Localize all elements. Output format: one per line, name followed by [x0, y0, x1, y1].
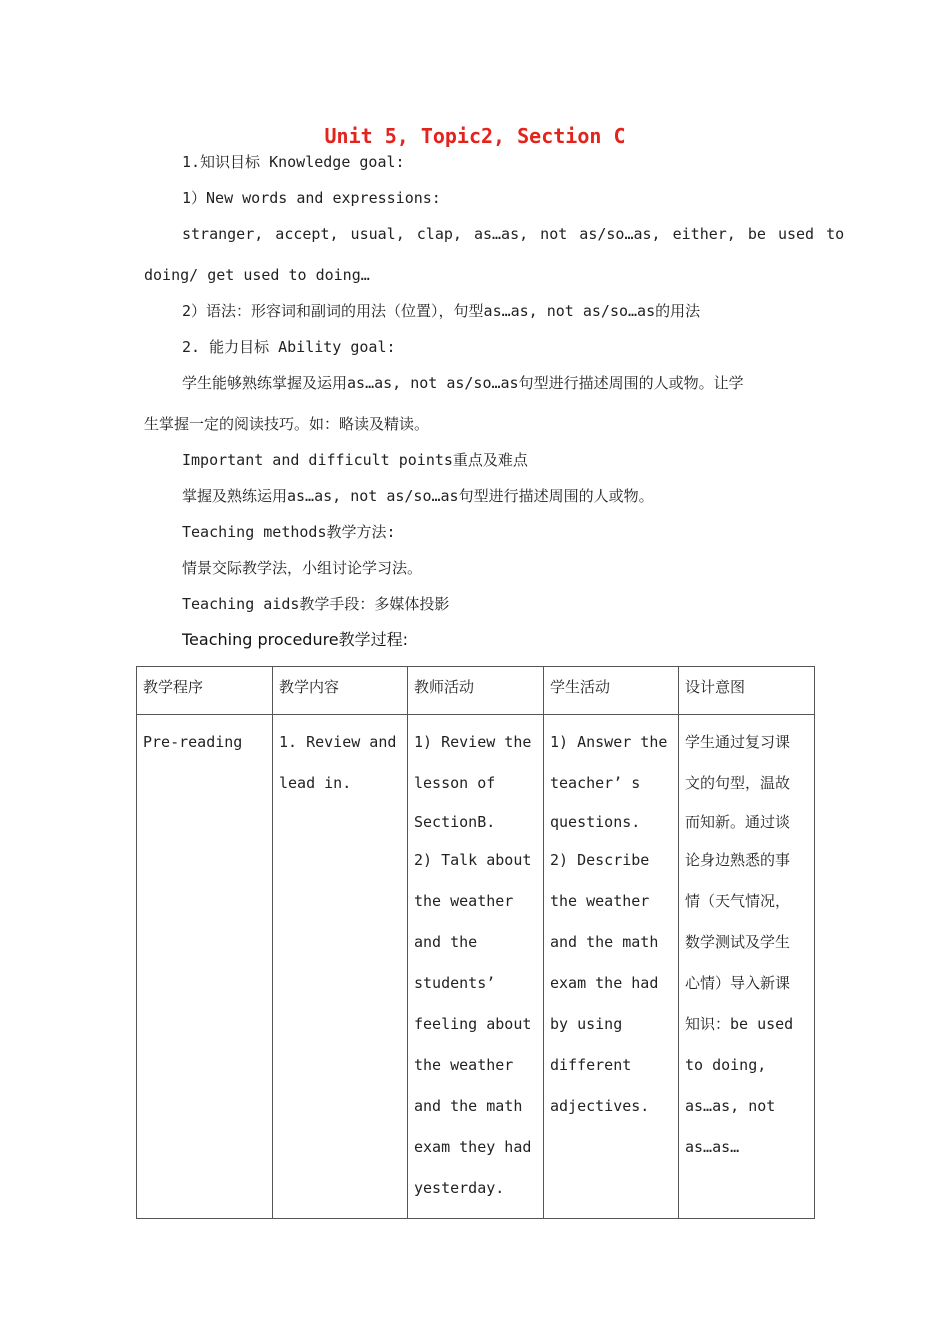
header-student-activity: 学生活动: [544, 667, 679, 715]
teaching-procedure-heading: Teaching procedure教学过程:: [182, 630, 409, 649]
cell-design-purpose: [679, 715, 815, 1219]
table-header-row: [137, 667, 815, 715]
cell-text: exam they had: [414, 1138, 532, 1156]
cell-text: lesson of: [414, 774, 496, 792]
cell-text: exam the had: [550, 974, 659, 992]
cell-text: 文的句型，温故: [685, 774, 791, 792]
cell-text: questions.: [550, 813, 641, 831]
header-stage: 教学程序: [137, 667, 273, 715]
cell-text: 而知新。通过谈: [685, 813, 791, 831]
document-title: Unit 5, Topic2, Section C: [324, 124, 626, 148]
header-design-purpose: 设计意图: [679, 667, 815, 715]
cell-text: 1. Review and: [279, 733, 397, 751]
cell-text: yesterday.: [414, 1179, 505, 1197]
cell-text: as…as, not: [685, 1097, 776, 1115]
cell-text: 知识：be used: [685, 1015, 794, 1033]
ability-detail-line-1: 学生能够熟练掌握及运用as…as, not as/so…as句型进行描述周围的人或物。让学: [182, 374, 744, 392]
cell-text: SectionB.: [414, 813, 496, 831]
cell-text: by using: [550, 1015, 623, 1033]
header-content: 教学内容: [273, 667, 408, 715]
teaching-methods-detail: 情景交际教学法，小组讨论学习法。: [182, 559, 423, 577]
teaching-methods-heading: Teaching methods教学方法:: [182, 523, 396, 541]
cell-text: teacher’ s: [550, 774, 641, 792]
cell-text: lead in.: [279, 774, 352, 792]
words-list-line-1: stranger, accept, usual, clap, as…as, not as/so…as, either, be used to: [182, 225, 845, 243]
cell-text: 心情）导入新课: [685, 974, 791, 992]
new-words-heading: 1）New words and expressions:: [182, 189, 441, 207]
cell-text: 2) Talk about: [414, 851, 532, 869]
important-points-detail: 掌握及熟练运用as…as, not as/so…as句型进行描述周围的人或物。: [182, 487, 654, 505]
cell-text: 1) Review the: [414, 733, 532, 751]
cell-text: the weather: [550, 892, 650, 910]
cell-text: 2) Describe: [550, 851, 650, 869]
cell-text: to doing,: [685, 1056, 767, 1074]
cell-text: adjectives.: [550, 1097, 650, 1115]
cell-student-activity: [544, 715, 679, 1219]
table-row: [137, 715, 815, 1219]
cell-text: 数学测试及学生: [685, 933, 791, 951]
cell-text: the weather: [414, 1056, 514, 1074]
cell-text: the weather: [414, 892, 514, 910]
cell-text: and the: [414, 933, 478, 951]
words-list-line-2: doing/ get used to doing…: [144, 266, 370, 284]
cell-content: [273, 715, 408, 1219]
cell-text: and the math: [414, 1097, 523, 1115]
teaching-aids-line: Teaching aids教学手段：多媒体投影: [182, 595, 450, 613]
cell-text: 1) Answer the: [550, 733, 668, 751]
cell-teacher-activity: [408, 715, 544, 1219]
ability-detail-line-2: 生掌握一定的阅读技巧。如：略读及精读。: [144, 415, 430, 433]
ability-goal-heading: 2. 能力目标 Ability goal:: [182, 338, 396, 356]
cell-stage: [137, 715, 273, 1219]
cell-text: feeling about: [414, 1015, 532, 1033]
procedure-table: [136, 666, 815, 1219]
cell-text: 学生通过复习课: [685, 733, 791, 751]
cell-text: 情（天气情况，: [685, 892, 791, 910]
knowledge-goal-heading: 1.知识目标 Knowledge goal:: [182, 153, 405, 171]
header-teacher-activity: 教师活动: [408, 667, 544, 715]
cell-text: students’: [414, 974, 496, 992]
cell-text: and the math: [550, 933, 659, 951]
cell-text: different: [550, 1056, 632, 1074]
grammar-line: 2）语法：形容词和副词的用法（位置），句型as…as, not as/so…as的用法: [182, 302, 701, 320]
cell-text: as…as…: [685, 1138, 740, 1156]
cell-text: 论身边熟悉的事: [685, 851, 791, 869]
important-points-heading: Important and difficult points重点及难点: [182, 451, 528, 469]
cell-text: Pre-reading: [143, 733, 243, 751]
